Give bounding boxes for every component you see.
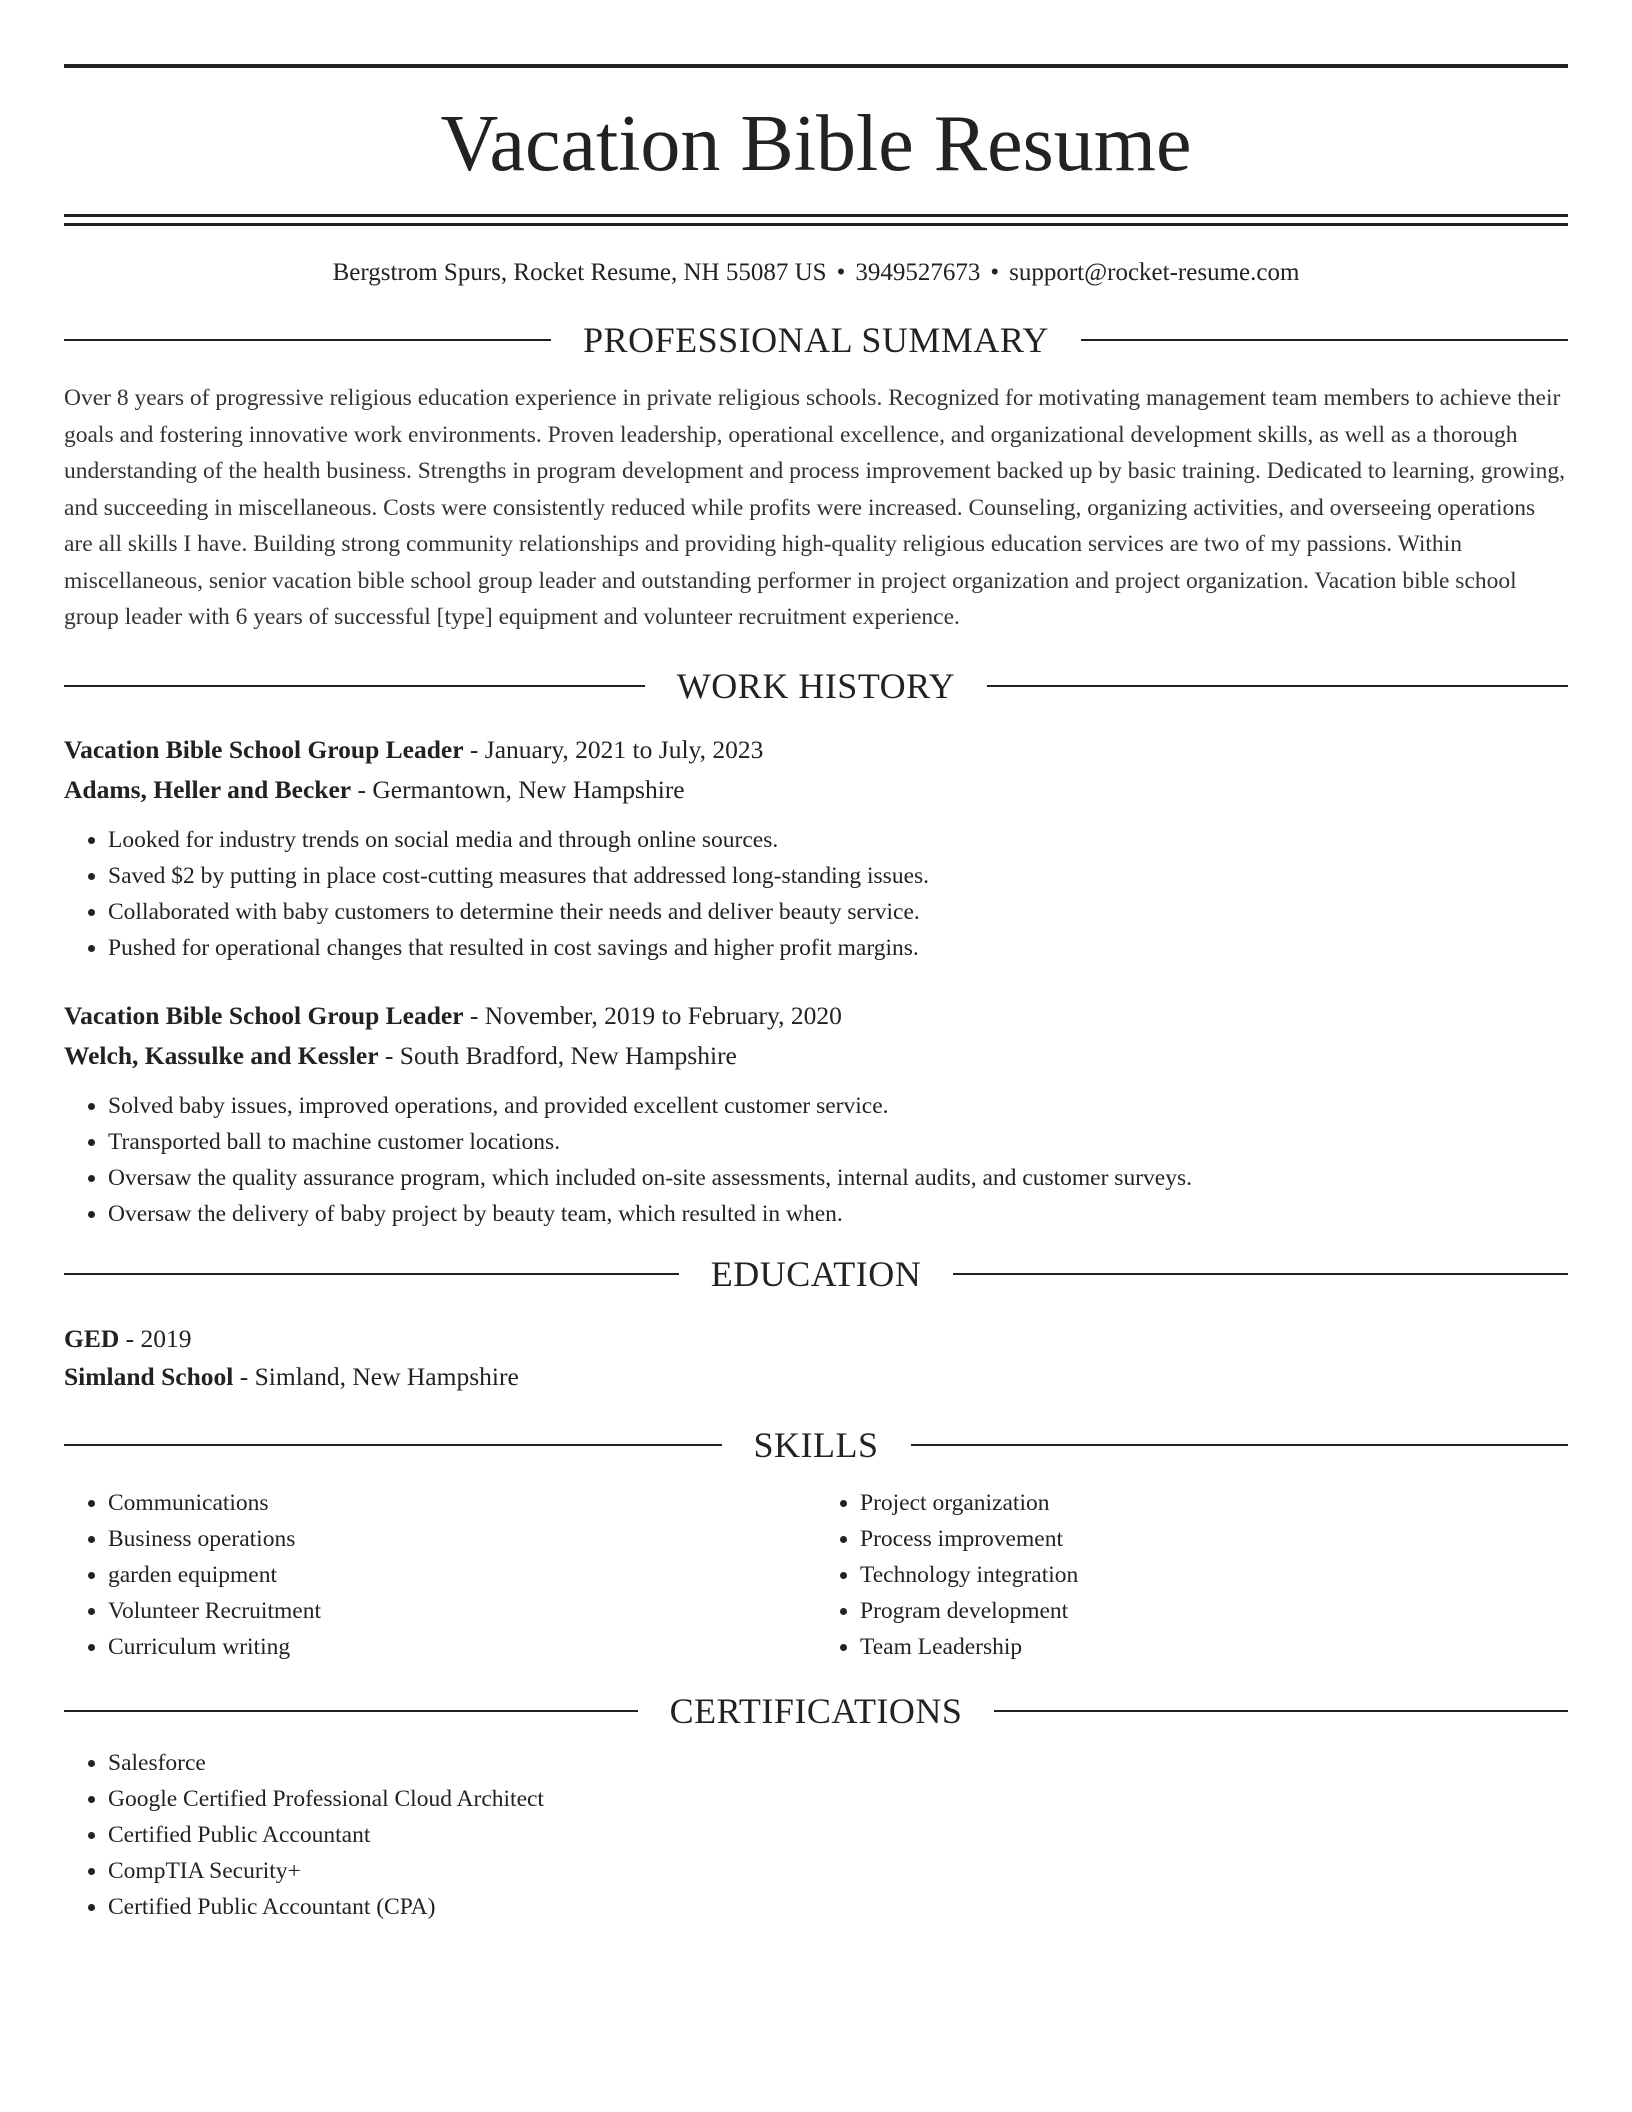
certification-item: • Google Certified Professional Cloud Architect [108,1781,1568,1817]
job-bullet: • Oversaw the delivery of baby project by beauty team, which resulted in when. [108,1196,1568,1232]
section-rule [911,1444,1569,1446]
resume-page [64,64,1568,1925]
contact-separator: • [990,259,1000,286]
education-degree: GED [64,1323,120,1353]
job-bullet: • Solved baby issues, improved operations, and provided excellent customer service. [108,1088,1568,1124]
contact-separator: • [836,259,846,286]
skills-columns [64,1485,1568,1665]
education-year: - 2019 [119,1323,192,1353]
section-header-skills [64,1423,1568,1467]
resume-title: Vacation Bible Resume [440,100,1192,188]
job-dates: - January, 2021 to July, 2023 [463,734,764,764]
section-rule [64,339,551,341]
contact-phone: 3949527673 [855,259,981,286]
job-bullet: • Collaborated with baby customers to determine their needs and deliver beauty service. [108,894,1568,930]
skill-item: • Program development [860,1593,1568,1629]
job-location: - Germantown, New Hampshire [351,774,685,804]
education-school-line [64,1358,1568,1397]
skills-list-left [64,1485,816,1665]
section-header-education [64,1252,1568,1296]
skill-item: • Communications [108,1485,816,1521]
contact-address: Bergstrom Spurs, Rocket Resume, NH 55087 US [332,259,827,286]
certification-item: • CompTIA Security+ [108,1853,1568,1889]
job-entry [64,730,1568,966]
contact-email: support@rocket-resume.com [1009,259,1300,286]
section-title-education: EDUCATION [710,1253,922,1294]
job-role-line [64,730,1568,770]
section-header-summary [64,318,1568,362]
section-title-work: WORK HISTORY [676,665,956,706]
skill-item: • garden equipment [108,1557,816,1593]
section-header-certifications [64,1689,1568,1733]
job-bullet: • Looked for industry trends on social media and through online sources. [108,822,1568,858]
job-bullet: • Saved $2 by putting in place cost-cutting measures that addressed long-standing issues. [108,858,1568,894]
job-company-line [64,770,1568,810]
skill-item: • Curriculum writing [108,1629,816,1665]
section-header-work [64,664,1568,708]
skill-item: • Business operations [108,1521,816,1557]
title-double-rule [64,214,1568,226]
job-role: Vacation Bible School Group Leader [64,1000,464,1030]
education-entry [64,1320,1568,1397]
contact-line [64,256,1568,290]
section-rule [987,685,1568,687]
skill-item: • Process improvement [860,1521,1568,1557]
section-rule [953,1273,1568,1275]
section-rule [994,1710,1568,1712]
section-rule [64,1710,638,1712]
job-company: Adams, Heller and Becker [64,774,352,804]
job-role: Vacation Bible School Group Leader [64,734,464,764]
section-rule [64,1273,679,1275]
section-rule [64,1444,722,1446]
section-title-certifications: CERTIFICATIONS [669,1690,963,1731]
skill-item: • Volunteer Recruitment [108,1593,816,1629]
job-dates: - November, 2019 to February, 2020 [463,1000,842,1030]
skill-item: • Team Leadership [860,1629,1568,1665]
certifications-list [64,1745,1568,1925]
top-rule [64,64,1568,68]
education-degree-line [64,1320,1568,1359]
section-rule [1081,339,1568,341]
certification-item: • Certified Public Accountant (CPA) [108,1889,1568,1925]
job-entry [64,996,1568,1232]
job-bullets [64,822,1568,966]
education-school: Simland School [64,1362,234,1391]
section-rule [64,685,645,687]
education-location: - Simland, New Hampshire [233,1362,519,1391]
job-company: Welch, Kassulke and Kessler [64,1040,379,1070]
job-bullets [64,1088,1568,1232]
job-company-line [64,1036,1568,1076]
job-bullet: • Transported ball to machine customer locations. [108,1124,1568,1160]
certification-item: • Certified Public Accountant [108,1817,1568,1853]
job-role-line [64,996,1568,1036]
section-title-skills: SKILLS [753,1424,879,1465]
skill-item: • Project organization [860,1485,1568,1521]
skills-list-right [816,1485,1568,1665]
job-bullet: • Oversaw the quality assurance program, which included on-site assessments, internal audits, and customer surveys. [108,1160,1568,1196]
summary-paragraph: Over 8 years of progressive religious education experience in private religious schools. Recognized for motivating management team members to achieve their goals and fostering innovative work environments. Proven leadership, operational excellence, and organizational development skills, as well as a thorough understanding of the health business. Strengths in program development and process improvement backed up by basic training. Dedicated to learning, growing, and succeeding in miscellaneous. Costs were consistently reduced while profits were increased. Counseling, organizing activities, and overseeing operations are all skills I have. Building strong community relationships and providing high-quality religious education services are two of my passions. Within miscellaneous, senior vacation bible school group leader and outstanding performer in project organization and project organization. Vacation bible school group leader with 6 years of successful [type] equipment and volunteer recruitment experience. [64,385,1566,630]
section-title-summary: PROFESSIONAL SUMMARY [583,320,1049,360]
job-location: - South Bradford, New Hampshire [378,1040,737,1070]
skill-item: • Technology integration [860,1557,1568,1593]
certification-item: • Salesforce [108,1745,1568,1781]
job-bullet: • Pushed for operational changes that resulted in cost savings and higher profit margins. [108,930,1568,966]
